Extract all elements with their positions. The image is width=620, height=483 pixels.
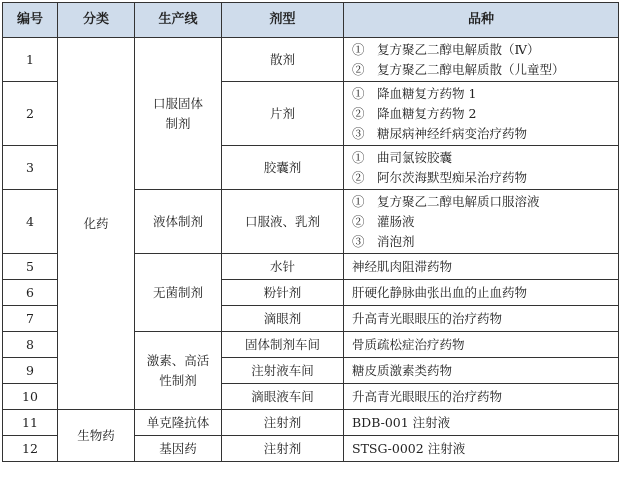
form-cell: 滴眼剂 [222,306,344,332]
form-cell: 水针 [222,254,344,280]
line-cell [135,38,222,190]
form-cell: 片剂 [222,82,344,146]
header-category: 分类 [58,3,135,38]
row-no: 8 [3,332,58,358]
product-item: ① 复方聚乙二醇电解质散（Ⅳ） [352,41,540,57]
product-item: ② 灌肠液 [352,213,415,229]
form-cell: 注射剂 [222,410,344,436]
form-cell: 散剂 [222,38,344,82]
line-cell [135,332,222,410]
row-no: 11 [3,410,58,436]
row-no: 1 [3,38,58,82]
product-cell: 神经肌肉阻滞药物 [344,254,619,280]
header-product: 品种 [344,3,619,38]
product-cell: 升高青光眼眼压的治疗药物 [344,306,619,332]
line-cell: 液体制剂 [135,190,222,254]
row-no: 7 [3,306,58,332]
product-item: ② 复方聚乙二醇电解质散（儿童型） [352,61,565,77]
row-no: 3 [3,146,58,190]
product-cell [344,38,619,82]
category-cell: 生物药 [58,410,135,462]
product-pipeline-table [2,2,619,462]
product-cell [344,82,619,146]
row-no: 2 [3,82,58,146]
form-cell: 滴眼液车间 [222,384,344,410]
product-item: ③ 消泡剂 [352,233,415,249]
form-cell: 口服液、乳剂 [222,190,344,254]
product-cell: 肝硬化静脉曲张出血的止血药物 [344,280,619,306]
line-cell: 无菌制剂 [135,254,222,332]
product-cell: BDB-001 注射液 [344,410,619,436]
row-no: 5 [3,254,58,280]
header-no: 编号 [3,3,58,38]
product-item: ③ 糖尿病神经纤病变治疗药物 [352,125,528,141]
product-cell: 升高青光眼眼压的治疗药物 [344,384,619,410]
line-cell: 单克隆抗体 [135,410,222,436]
form-cell: 固体制剂车间 [222,332,344,358]
product-item: ② 阿尔茨海默型痴呆治疗药物 [352,169,528,185]
form-cell: 胶囊剂 [222,146,344,190]
header-row [3,3,619,38]
table-row [3,410,619,436]
product-cell [344,146,619,190]
category-cell: 化药 [58,38,135,410]
product-item: ① 曲司氯铵胶囊 [352,149,453,165]
row-no: 9 [3,358,58,384]
header-form: 剂型 [222,3,344,38]
product-cell: STSG-0002 注射液 [344,436,619,462]
row-no: 10 [3,384,58,410]
row-no: 12 [3,436,58,462]
product-cell: 骨质疏松症治疗药物 [344,332,619,358]
form-cell: 注射剂 [222,436,344,462]
table-row [3,38,619,82]
form-cell: 注射液车间 [222,358,344,384]
product-cell: 糖皮质激素类药物 [344,358,619,384]
product-item: ① 降血糖复方药物 1 [352,85,477,101]
product-item: ① 复方聚乙二醇电解质口服溶液 [352,193,540,209]
line-label: 激素、高活性制剂 [146,352,210,388]
form-cell: 粉针剂 [222,280,344,306]
line-label: 口服固体制剂 [152,95,203,131]
product-item: ② 降血糖复方药物 2 [352,105,477,121]
line-cell: 基因药 [135,436,222,462]
product-cell [344,190,619,254]
row-no: 4 [3,190,58,254]
row-no: 6 [3,280,58,306]
header-line: 生产线 [135,3,222,38]
